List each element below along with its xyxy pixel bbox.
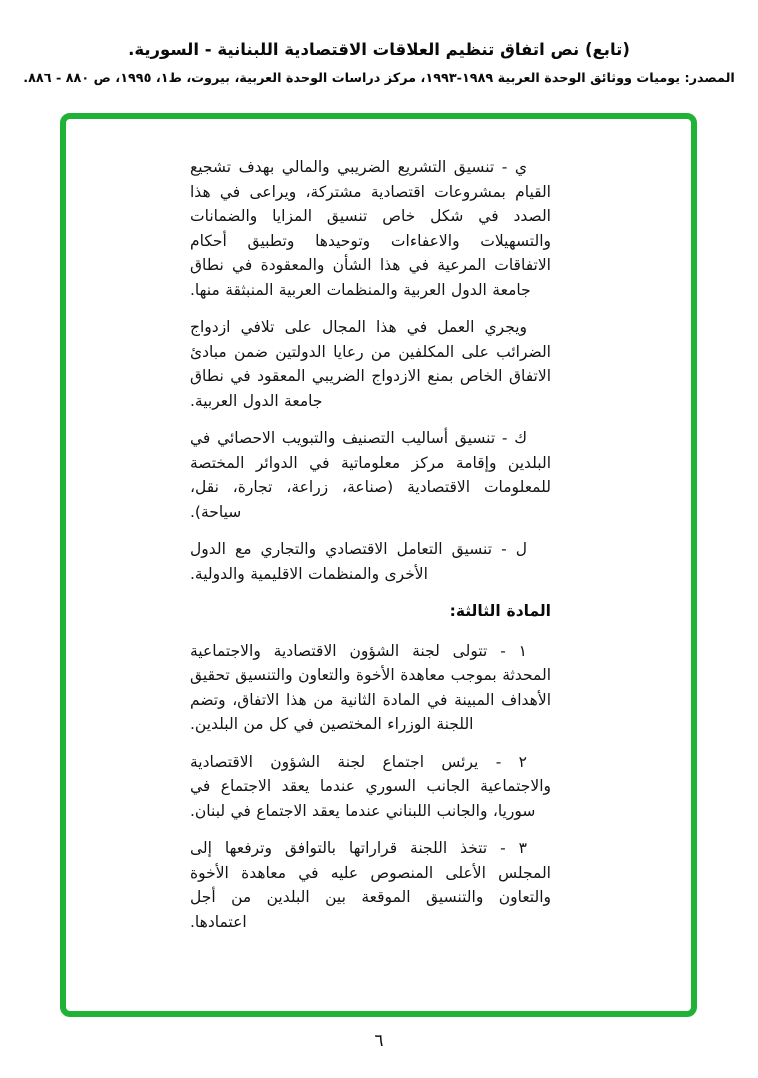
paragraph-clause-lam: ل - تنسيق التعامل الاقتصادي والتجاري مع الدول الأخرى والمنظمات الاقليمية والدولية. <box>190 540 527 583</box>
paragraph-clause-ya: ي - تنسيق التشريع الضريبي والمالي بهدف تشجيع القيام بمشروعات اقتصادية مشتركة، ويراعى في هذا الصدد في شكل خاص تنسيق المزايا والضمانات والتسهيلات والاعفاءات وتوحيدها وتطبيق أحكام الاتفاقات المرعية في هذا الشأن والمعقودة في نطاق جامعة الدول العربية والمنظمات العربية المنبثقة منها. <box>190 158 551 299</box>
paragraph-clause-kaf: ك - تنسيق أساليب التصنيف والتبويب الاحصائي في البلدين وإقامة مركز معلوماتية في الدوائر المختصة للمعلومات الاقتصادية (صناعة، زراعة، تجارة، نقل، سياحة). <box>190 429 551 521</box>
paragraph-item-2: ٢ - يرئس اجتماع لجنة الشؤون الاقتصادية والاجتماعية الجانب السوري عندما يعقد الاجتماع في سوريا، والجانب اللبناني عندما يعقد الاجتماع في لبنان. <box>190 752 551 820</box>
paragraph-double-taxation: ويجري العمل في هذا المجال على تلافي ازدواج الضرائب على المكلفين من رعايا الدولتين ضمن مبادئ الاتفاق الخاص بمنع الازدواج الضريبي المعقود في نطاق جامعة الدول العربية. <box>190 318 551 410</box>
document-source-line: المصدر: يوميات ووثائق الوحدة العربية ١٩٨٩-١٩٩٣، مركز دراسات الوحدة العربية، بيروت، ط١، ١٩٩٥، ص ٨٨٠ - ٨٨٦. <box>23 71 735 86</box>
green-border-frame <box>60 113 697 1017</box>
page-number: ٦ <box>374 1031 384 1051</box>
paragraph-item-1: ١ - تتولى لجنة الشؤون الاقتصادية والاجتماعية المحدثة بموجب معاهدة الأخوة والتعاون والتنسيق تحقيق الأهداف المبينة في المادة الثانية من هذا الاتفاق، وتضم اللجنة الوزراء المختصين في كل من البلدين. <box>190 641 551 733</box>
document-body <box>66 119 691 1011</box>
heading-article-three: المادة الثالثة: <box>449 602 551 620</box>
document-title: (تابع) نص اتفاق تنظيم العلاقات الاقتصادية اللبنانية - السورية. <box>128 40 630 59</box>
paragraph-item-3: ٣ - تتخذ اللجنة قراراتها بالتوافق وترفعها إلى المجلس الأعلى المنصوص عليه في معاهدة الأخوة والتعاون والتنسيق الموقعة بين البلدين من أجل اعتمادها. <box>190 839 551 931</box>
